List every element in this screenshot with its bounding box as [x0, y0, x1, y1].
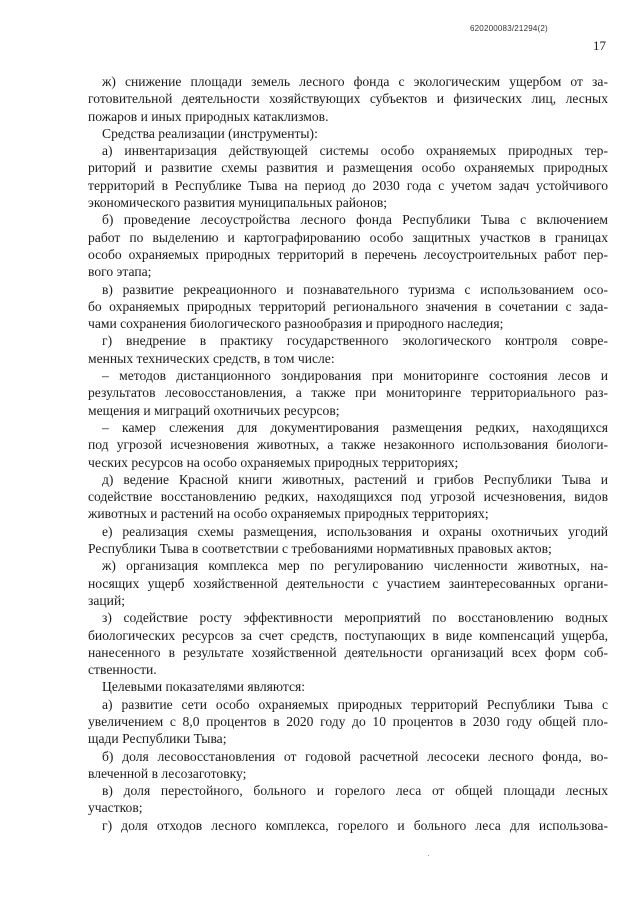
text-line: в) развитие рекреационного и познавательного туризма с использованием осо-: [102, 281, 608, 297]
text-line: а) развитие сети особо охраняемых природных территорий Республики Тыва с: [102, 696, 608, 712]
text-line: результатов лесовосстановления, а также при мониторинге территориального раз-: [88, 385, 608, 401]
text-line: биологических ресурсов за счет средств, поступающих в виде компенсаций ущерба,: [88, 627, 608, 643]
text-line: – камер слежения для документирования размещения редких, находящихся: [102, 419, 608, 435]
text-line: ственности.: [88, 662, 157, 678]
document-code: 620200083/21294(2): [470, 24, 548, 33]
text-line: увеличением с 8,0 процентов в 2020 году до 10 процентов в 2030 году общей пло-: [88, 713, 608, 729]
text-line: под угрозой исчезновения животных, а также незаконного использования биологи-: [88, 437, 608, 453]
text-line: бо охраняемых природных территорий регионального значения в сочетании с зада-: [88, 298, 608, 314]
text-line: пожаров и иных природных катаклизмов.: [88, 108, 329, 124]
text-line: территорий в Республике Тыва на период до 2030 года с учетом задач устойчивого: [88, 177, 608, 193]
text-line: в) доля перестойного, больного и горелого леса от общей площади лесных: [102, 783, 608, 799]
text-line: риторий и развитие схемы развития и размещения особо охраняемых природных: [88, 160, 608, 176]
text-line: заций;: [88, 592, 126, 608]
text-line: носящих ущерб хозяйственной деятельности с участием заинтересованных органи-: [88, 575, 608, 591]
text-line: ж) организация комплекса мер по регулированию численности животных, на-: [102, 558, 608, 574]
text-line: чами сохранения биологического разнообразия и природного наследия;: [88, 316, 504, 332]
text-line: ж) снижение площади земель лесного фонда с экологическим ущербом от за-: [102, 74, 608, 89]
document-body: [88, 73, 608, 834]
text-line: животных и растений на особо охраняемых природных территориях;: [88, 506, 489, 522]
text-line: Средства реализации (инструменты):: [102, 125, 318, 141]
text-line: щади Республики Тыва;: [88, 731, 227, 747]
text-line: менных технических средств, в том числе:: [88, 350, 335, 366]
text-line: б) проведение лесоустройства лесного фонда Республики Тыва с включением: [102, 212, 608, 228]
text-line: экономического развития муниципальных районов;: [88, 195, 388, 211]
text-line: г) внедрение в практику государственного экологического контроля совре-: [102, 333, 608, 349]
text-line: з) содействие росту эффективности мероприятий по восстановлению водных: [102, 610, 608, 626]
page-number: 17: [593, 38, 606, 53]
text-line: Республики Тыва в соответствии с требованиями нормативных правовых актов;: [88, 541, 552, 557]
text-line: Целевыми показателями являются:: [102, 679, 306, 695]
text-line: мещения и миграций охотничьих ресурсов;: [88, 402, 340, 418]
text-line: нанесенного в результате хозяйственной деятельности организаций всех форм соб-: [88, 644, 608, 660]
text-line: д) ведение Красной книги животных, растений и грибов Республики Тыва и: [102, 471, 608, 487]
text-line: содействие восстановлению редких, находящихся под угрозой исчезновения, видов: [88, 489, 608, 505]
text-line: ческих ресурсов на особо охраняемых природных территориях;: [88, 454, 459, 470]
scan-speck: [428, 855, 429, 856]
text-line: особо охраняемых природных территорий в перечень лесоустроительных работ пер-: [88, 246, 608, 262]
text-line: г) доля отходов лесного комплекса, горелого и больного леса для использова-: [102, 817, 608, 833]
text-line: вого этапа;: [88, 264, 152, 280]
text-line: а) инвентаризация действующей системы особо охраняемых природных тер-: [102, 143, 608, 159]
text-line: б) доля лесовосстановления от годовой расчетной лесосеки лесного фонда, во-: [102, 748, 608, 764]
text-line: влеченной в лесозаготовку;: [88, 765, 247, 781]
text-line: работ по выделению и картографированию особо защитных участков в границах: [88, 229, 608, 245]
text-line: е) реализация схемы размещения, использования и охраны охотничьих угодий: [102, 523, 608, 539]
text-line: готовительной деятельности хозяйствующих субъектов и физических лиц, лесных: [88, 91, 608, 107]
text-line: участков;: [88, 800, 143, 816]
text-line: – методов дистанционного зондирования при мониторинге состояния лесов и: [102, 368, 608, 384]
